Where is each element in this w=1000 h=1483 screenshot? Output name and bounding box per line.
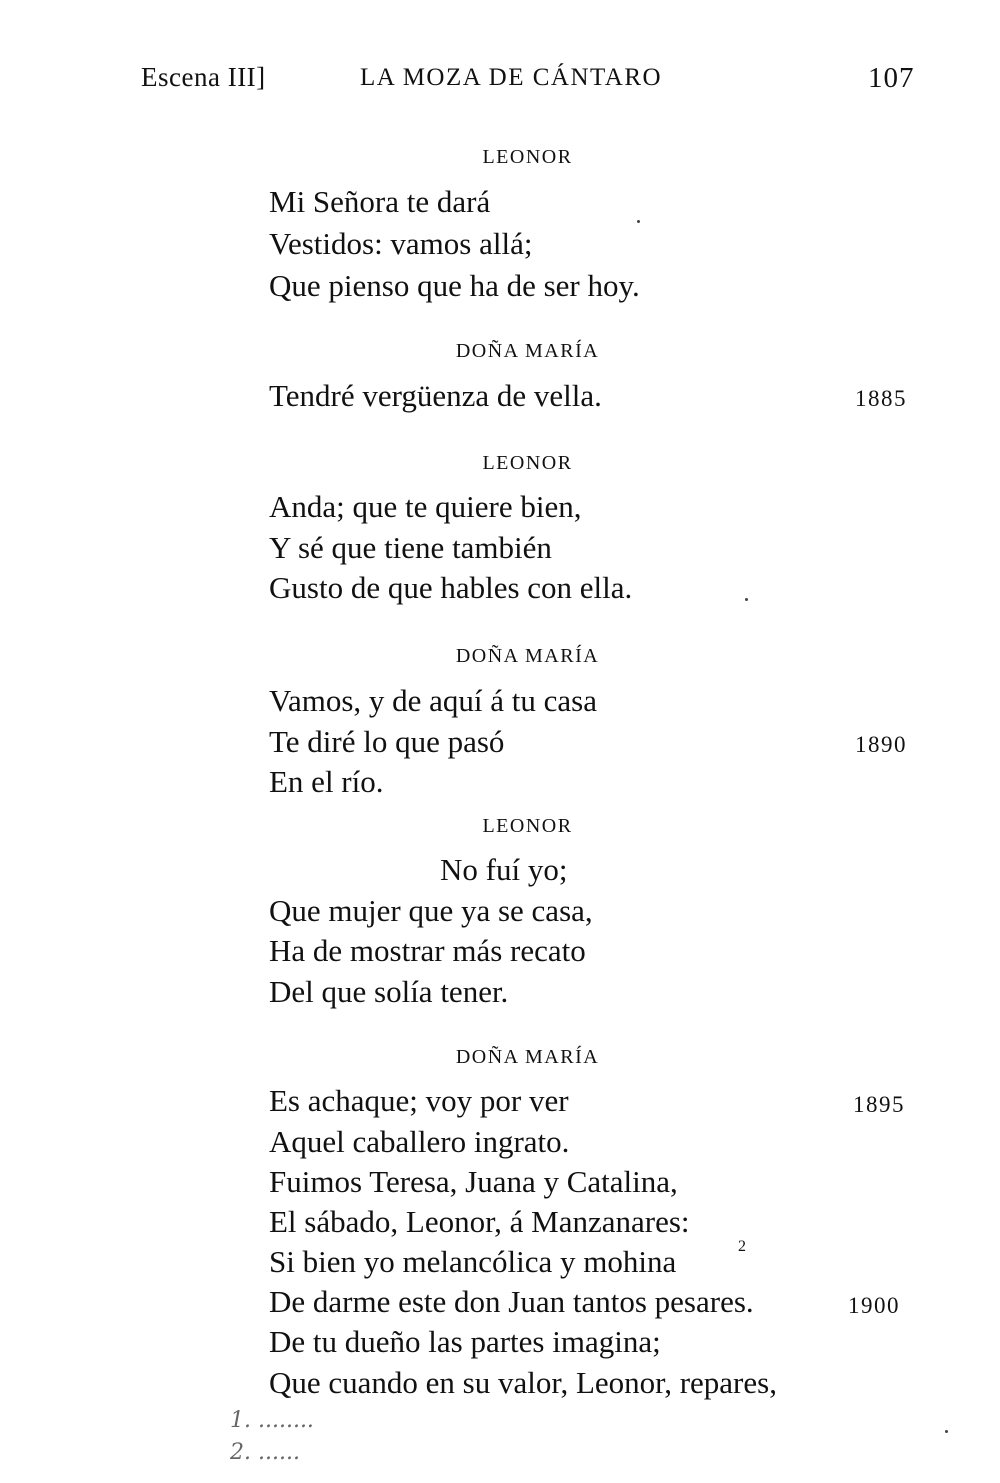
speaker-label: DOÑA MARÍA bbox=[455, 340, 600, 362]
line-number: 1890 bbox=[855, 732, 907, 757]
scene-label: Escena III] bbox=[141, 62, 266, 92]
verse-line: Que mujer que ya se casa, bbox=[269, 893, 593, 928]
annotation-marker: 2 bbox=[738, 1238, 746, 1255]
paper-speck bbox=[745, 598, 748, 601]
line-number: 1900 bbox=[848, 1293, 900, 1318]
verse-line: En el río. bbox=[269, 764, 384, 799]
running-header bbox=[0, 62, 1000, 102]
verse-line: Te diré lo que pasó bbox=[269, 724, 505, 759]
speaker-label: DOÑA MARÍA bbox=[455, 645, 600, 667]
line-number: 1895 bbox=[853, 1092, 905, 1117]
speaker-label: LEONOR bbox=[482, 146, 573, 168]
speaker-label: LEONOR bbox=[482, 452, 573, 474]
verse-line: No fuí yo; bbox=[440, 852, 568, 887]
paper-speck bbox=[637, 220, 640, 223]
page-number: 107 bbox=[868, 62, 915, 94]
verse-line: Si bien yo melancólica y mohina bbox=[269, 1244, 677, 1279]
verse-line: De tu dueño las partes imagina; bbox=[269, 1324, 661, 1359]
verse-line: Tendré vergüenza de vella. bbox=[269, 378, 602, 413]
verse-line: Mi Señora te dará bbox=[269, 184, 491, 219]
verse-line: Anda; que te quiere bien, bbox=[269, 489, 582, 524]
paper-speck bbox=[945, 1430, 948, 1433]
verse-line: Gusto de que hables con ella. bbox=[269, 570, 633, 605]
verse-line: El sábado, Leonor, á Manzanares: bbox=[269, 1204, 690, 1239]
verse-line: Vamos, y de aquí á tu casa bbox=[269, 683, 597, 718]
line-number: 1885 bbox=[855, 386, 907, 411]
verse-line: Que cuando en su valor, Leonor, repares, bbox=[269, 1365, 777, 1400]
book-title: LA MOZA DE CÁNTARO bbox=[360, 64, 663, 91]
verse-line: Fuimos Teresa, Juana y Catalina, bbox=[269, 1164, 678, 1199]
verse-line: Y sé que tiene también bbox=[269, 530, 552, 565]
verse-line: Aquel caballero ingrato. bbox=[269, 1124, 570, 1159]
handwritten-note: 1. ........ bbox=[230, 1408, 314, 1433]
verse-line: Que pienso que ha de ser hoy. bbox=[269, 268, 640, 303]
speaker-label: DOÑA MARÍA bbox=[455, 1046, 600, 1068]
verse-line: Del que solía tener. bbox=[269, 974, 509, 1009]
handwritten-note: 2. ...... bbox=[230, 1440, 300, 1465]
verse-line: De darme este don Juan tantos pesares. bbox=[269, 1284, 754, 1319]
speaker-label: LEONOR bbox=[482, 815, 573, 837]
verse-line: Vestidos: vamos allá; bbox=[269, 226, 533, 261]
verse-line: Es achaque; voy por ver bbox=[269, 1083, 569, 1118]
verse-line: Ha de mostrar más recato bbox=[269, 933, 586, 968]
